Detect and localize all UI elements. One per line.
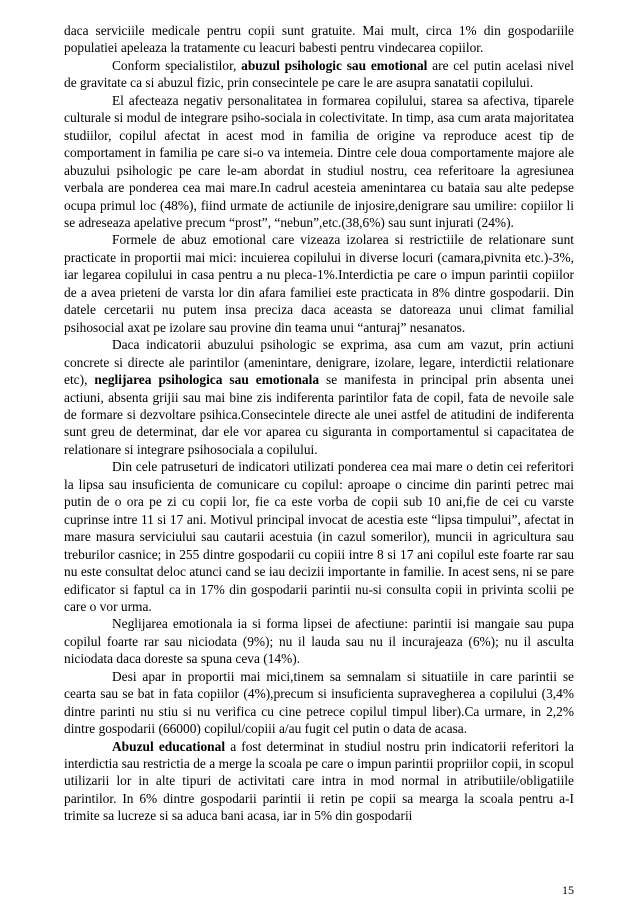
- paragraph: [64, 57, 574, 92]
- paragraph: [64, 668, 574, 738]
- bold-term: Abuzul educational: [112, 738, 226, 754]
- paragraph: [64, 458, 574, 615]
- text-run: are cel putin acelasi nivel de gravitate ca si abuzul fizic, prin consecintele pe care le are asupra sanatatii copilului.: [64, 57, 574, 91]
- text-run: Formele de abuz emotional care vizeaza izolarea si restrictiile de relationare sunt practicate in proportii mai mici: incuierea copilului in diverse locuri (camara,pivnita etc.)-3%, iar legarea copilului in casa pentru a nu pleca-1%.Interdictia pe care o impun parintii copiilor de a avea prieteni de varsta lor din afara familiei este practicata in 8% dintre gospodarii. Din datele cercetarii nu putem insa preciza daca aceasta se datoreaza unui climat familial psihosocial axat pe izolare sau provine din teama unui “anturaj” nesanatos.: [64, 232, 574, 335]
- text-run: daca serviciile medicale pentru copii sunt gratuite. Mai mult, circa 1% din gospodariile populatiei apeleaza la tratamente cu leacuri babesti pentru vindecarea copiilor.: [64, 23, 574, 56]
- bold-term: abuzul psihologic sau emotional: [241, 57, 428, 73]
- text-run: Desi apar in proportii mai mici,tinem sa semnalam si situatiile in care parintii se cearta sau se bat in fata copiilor (4%),precum si insuficienta supravegherea a copilului (3,4% dintre parinti nu stiu si nu verifica cu cine petrece copilul timpul liber).Ca urmare, in 2,2% dintre gospodarii (66000) copilul/copiii a/au fugit cel putin o data de acasa.: [64, 668, 574, 737]
- text-run: se manifesta in principal prin absenta unei actiuni, absenta grijii sau mai bine zis indiferenta parintilor fata de copil, fata de nevoile sale de formare si dezvoltare psihica.Consecintele directe ale unei astfel de atitudini de indiferenta sunt greu de determinat, dar ele vor aparea cu siguranta in comportamentul si capacitatea de relationare si integrare psihosociala a copilului.: [64, 372, 574, 457]
- text-run: Din cele patruseturi de indicatori utilizati ponderea cea mai mare o detin cei referitori la lipsa sau insuficienta de comunicare cu copilul: aproape o cincime din parinti petrec mai putin de o ora pe zi cu copii lor, fie ca este vorba de copii sub 10 ani,fie de cei cu varste cuprinse intre 11 si 17 ani. Motivul principal invocat de acestia este “lipsa timpului”, afectat in mare masura serviciului sau cautarii acestuia (in cazul somerilor), muncii in agricultura sau treburilor casnice; in 255 dintre gospodarii cu copiii intre 8 si 17 ani copilul este foarte rar sau nu este consultat deloc atunci cand se iau decizii importante in familie. In acest sens, ni se pare edificator si faptul ca in 17% din gospodarii parintii nu-si consulta copii in privinta scolii pe care o vor urma.: [64, 459, 574, 614]
- page-number: 15: [562, 883, 574, 897]
- bold-term: neglijarea psihologica sau emotionala: [94, 372, 320, 388]
- text-run: Neglijarea emotionala ia si forma lipsei de afectiune: parintii isi mangaie sau pupa copilul foarte rar sau niciodata (9%); nu il lauda sau nu il incurajeaza (6%); nu il asculta niciodata daca doreste sa spuna ceva (14%).: [64, 616, 574, 667]
- paragraph: [64, 22, 574, 57]
- paragraph: [64, 738, 574, 825]
- text-run: El afecteaza negativ personalitatea in formarea copilului, starea sa afectiva, tiparele culturale si modul de integrare psiho-sociala in colectivitate. In timp, asa cum arata majoritatea studiilor, copilul afectat in acest mod in familia de origine va reproduce acest tip de comportament in familia pe care si-o va intemeia. Dintre cele doua comportamente majore ale abuzului psihologic pe care le-am abordat in studiul nostru, cea referitoare la agresiunea verbala are ponderea cea mai mare.In cadrul acesteia amenintarea cu bataia sau alte pedepse ocupa primul loc (48%), fiind urmate de actiunile de injosire,denigrare sau umilire: copiilor li se adreseaza apelative precum “prost”, “nebun”,etc.(38,6%) sau sunt injurati (24%).: [64, 92, 574, 230]
- paragraph: [64, 231, 574, 336]
- paragraph: [64, 615, 574, 667]
- text-run: Daca indicatorii abuzului psihologic se exprima, asa cum am vazut, prin actiuni concrete si directe ale parintilor (amenintare, denigrare, izolare, legare, interdictii relationare etc),: [64, 337, 574, 388]
- paragraph: [64, 336, 574, 458]
- paragraph: [64, 92, 574, 232]
- body-text: [64, 22, 574, 825]
- text-run: a fost determinat in studiul nostru prin indicatorii referitori la interdictia sau restrictia de a merge la scoala pe care o impun parintii propriilor copii, in scopul utilizarii lor in alte tipuri de activitati care intra in mod normal in atributiile/obligatiile parintilor. In 6% dintre gospodarii parintii ii retin pe copii sa mearga la scoala pentru a-I trimite sa lucreze si sa aduca bani acasa, iar in 5% din gospodarii: [64, 738, 574, 824]
- text-run: Conform specialistilor,: [112, 57, 242, 73]
